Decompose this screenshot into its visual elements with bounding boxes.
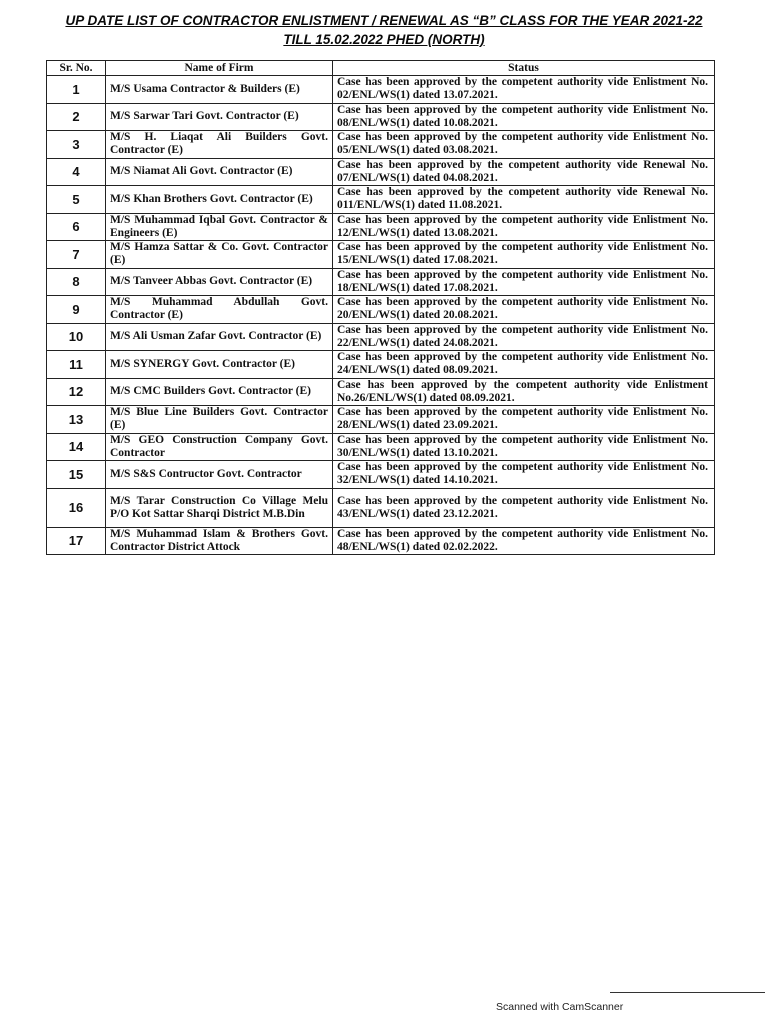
row-firm-name: M/S GEO Construction Company Govt. Contractor xyxy=(106,433,333,461)
row-firm-name: M/S H. Liaqat Ali Builders Govt. Contractor (E) xyxy=(106,131,333,159)
row-status: Case has been approved by the competent authority vide Enlistment No.26/ENL/WS(1) dated 08.09.2021. xyxy=(333,378,715,406)
row-firm-name: M/S S&S Contructor Govt. Contractor xyxy=(106,461,333,489)
row-status: Case has been approved by the competent authority vide Enlistment No. 28/ENL/WS(1) dated 23.09.2021. xyxy=(333,406,715,434)
row-status: Case has been approved by the competent authority vide Enlistment No. 32/ENL/WS(1) dated 14.10.2021. xyxy=(333,461,715,489)
row-sr-no: 9 xyxy=(47,296,106,324)
row-sr-no: 16 xyxy=(47,488,106,527)
row-firm-name: M/S Hamza Sattar & Co. Govt. Contractor (E) xyxy=(106,241,333,269)
table-header-row xyxy=(47,61,715,76)
row-firm-name: M/S Muhammad Abdullah Govt. Contractor (E) xyxy=(106,296,333,324)
row-status: Case has been approved by the competent authority vide Enlistment No. 43/ENL/WS(1) dated 23.12.2021. xyxy=(333,488,715,527)
table-row xyxy=(47,213,715,241)
header-name-of-firm: Name of Firm xyxy=(106,61,333,76)
table-row xyxy=(47,158,715,186)
row-firm-name: M/S Ali Usman Zafar Govt. Contractor (E) xyxy=(106,323,333,351)
row-status: Case has been approved by the competent authority vide Enlistment No. 22/ENL/WS(1) dated 24.08.2021. xyxy=(333,323,715,351)
row-sr-no: 5 xyxy=(47,186,106,214)
row-status: Case has been approved by the competent authority vide Enlistment No. 02/ENL/WS(1) dated 13.07.2021. xyxy=(333,76,715,104)
row-firm-name: M/S Blue Line Builders Govt. Contractor (E) xyxy=(106,406,333,434)
table-row xyxy=(47,131,715,159)
row-sr-no: 15 xyxy=(47,461,106,489)
row-sr-no: 14 xyxy=(47,433,106,461)
row-status: Case has been approved by the competent authority vide Enlistment No. 15/ENL/WS(1) dated 17.08.2021. xyxy=(333,241,715,269)
row-firm-name: M/S CMC Builders Govt. Contractor (E) xyxy=(106,378,333,406)
row-sr-no: 1 xyxy=(47,76,106,104)
row-sr-no: 8 xyxy=(47,268,106,296)
row-firm-name: M/S Muhammad Iqbal Govt. Contractor & Engineers (E) xyxy=(106,213,333,241)
row-firm-name: M/S Usama Contractor & Builders (E) xyxy=(106,76,333,104)
table-row xyxy=(47,323,715,351)
row-status: Case has been approved by the competent authority vide Renewal No. 011/ENL/WS(1) dated 11.08.2021. xyxy=(333,186,715,214)
row-status: Case has been approved by the competent authority vide Enlistment No. 18/ENL/WS(1) dated 17.08.2021. xyxy=(333,268,715,296)
table-row xyxy=(47,461,715,489)
table-row xyxy=(47,351,715,379)
table-row xyxy=(47,268,715,296)
table-row xyxy=(47,241,715,269)
document-title: UP DATE LIST OF CONTRACTOR ENLISTMENT / RENEWAL AS “B” CLASS FOR THE YEAR 2021-22 xyxy=(65,13,703,28)
row-sr-no: 10 xyxy=(47,323,106,351)
table-row xyxy=(47,186,715,214)
table-row xyxy=(47,296,715,324)
table-row xyxy=(47,378,715,406)
header-sr-no: Sr. No. xyxy=(47,61,106,76)
contractor-table xyxy=(46,60,715,555)
row-firm-name: M/S Sarwar Tari Govt. Contractor (E) xyxy=(106,103,333,131)
row-status: Case has been approved by the competent authority vide Enlistment No. 48/ENL/WS(1) dated 02.02.2022. xyxy=(333,527,715,555)
row-sr-no: 7 xyxy=(47,241,106,269)
document-subtitle: TILL 15.02.2022 PHED (NORTH) xyxy=(283,32,485,47)
row-firm-name: M/S SYNERGY Govt. Contractor (E) xyxy=(106,351,333,379)
row-status: Case has been approved by the competent authority vide Enlistment No. 24/ENL/WS(1) dated 08.09.2021. xyxy=(333,351,715,379)
row-sr-no: 3 xyxy=(47,131,106,159)
row-status: Case has been approved by the competent authority vide Renewal No. 07/ENL/WS(1) dated 04.08.2021. xyxy=(333,158,715,186)
row-status: Case has been approved by the competent authority vide Enlistment No. 08/ENL/WS(1) dated 10.08.2021. xyxy=(333,103,715,131)
row-firm-name: M/S Tarar Construction Co Village Melu P/O Kot Sattar Sharqi District M.B.Din xyxy=(106,488,333,527)
table-row xyxy=(47,406,715,434)
scanner-watermark: Scanned with CamScanner xyxy=(496,1001,624,1013)
row-sr-no: 6 xyxy=(47,213,106,241)
table-row xyxy=(47,103,715,131)
footer-divider xyxy=(610,992,765,993)
row-status: Case has been approved by the competent authority vide Enlistment No. 30/ENL/WS(1) dated 13.10.2021. xyxy=(333,433,715,461)
row-firm-name: M/S Tanveer Abbas Govt. Contractor (E) xyxy=(106,268,333,296)
row-sr-no: 13 xyxy=(47,406,106,434)
row-sr-no: 2 xyxy=(47,103,106,131)
header-status: Status xyxy=(333,61,715,76)
table-row xyxy=(47,527,715,555)
row-sr-no: 17 xyxy=(47,527,106,555)
row-firm-name: M/S Khan Brothers Govt. Contractor (E) xyxy=(106,186,333,214)
table-row xyxy=(47,433,715,461)
row-firm-name: M/S Muhammad Islam & Brothers Govt. Contractor District Attock xyxy=(106,527,333,555)
row-sr-no: 4 xyxy=(47,158,106,186)
table-row xyxy=(47,488,715,527)
row-sr-no: 11 xyxy=(47,351,106,379)
row-status: Case has been approved by the competent authority vide Enlistment No. 05/ENL/WS(1) dated 03.08.2021. xyxy=(333,131,715,159)
table-row xyxy=(47,76,715,104)
row-status: Case has been approved by the competent authority vide Enlistment No. 12/ENL/WS(1) dated 13.08.2021. xyxy=(333,213,715,241)
row-firm-name: M/S Niamat Ali Govt. Contractor (E) xyxy=(106,158,333,186)
row-status: Case has been approved by the competent authority vide Enlistment No. 20/ENL/WS(1) dated 20.08.2021. xyxy=(333,296,715,324)
row-sr-no: 12 xyxy=(47,378,106,406)
